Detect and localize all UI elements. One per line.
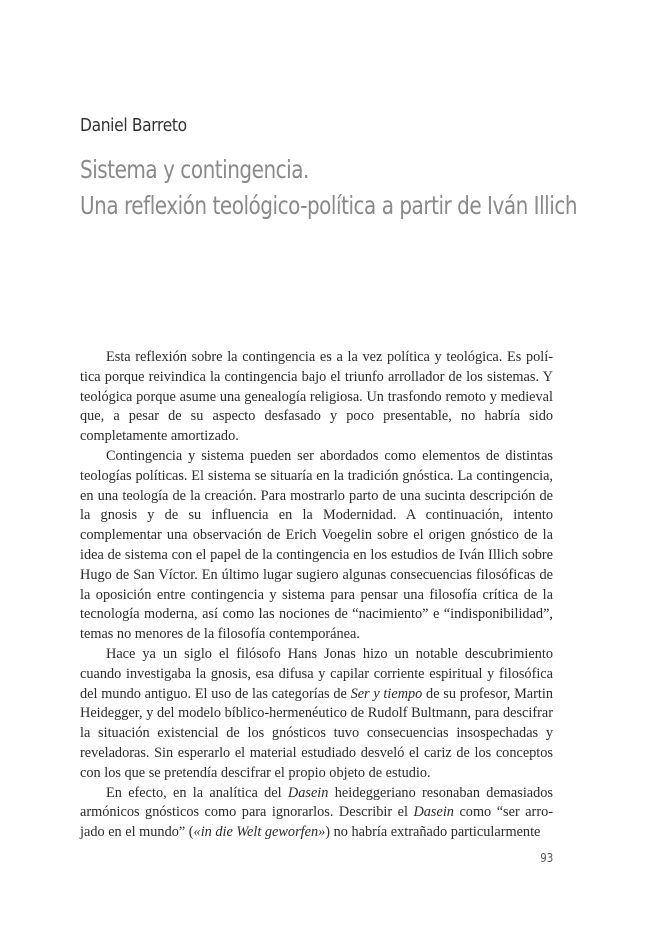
paragraph-4-italic-2: Dasein [413,804,454,821]
body-text [80,348,553,843]
paragraph-4-italic-1: Dasein [287,784,329,801]
chapter-title [80,152,577,224]
page-number: 93 [540,851,553,865]
paragraph-4 [80,784,553,843]
paragraph-4-text-c: como “ser arrojado en el mundo” ( [80,804,553,841]
paragraph-3 [80,645,553,784]
paragraph-4-text-d: ) no habría extrañado particularmente [325,824,541,841]
paragraph-3-text-b: de su profesor, Martin Heidegger, y del modelo bíblico-hermenéutico de Rudolf Bultmann, para descifrar la situación existencial de los gnósticos tuvo consecuencias insospechadas y reveladoras. Sin esperarlo el material estudiado desveló el cariz de los conceptos con los que se pretendía descifrar el propio objeto de estudio. [80,685,553,781]
paragraph-1: Esta reflexión sobre la contingencia es a la vez política y teológica. Es política porque reivindica la contingencia bajo el triunfo arrollador de los sistemas. Y teológica porque asume una genealogía religiosa. Un trasfondo remoto y medieval que, a pesar de su aspecto desfasado y poco presentable, no habría sido completamente amortizado. [80,349,553,445]
paragraph-3-text-a: Hace ya un siglo el filósofo Hans Jonas hizo un notable descubrimiento cuando investigaba la gnosis, esa difusa y capilar corriente espiritual y filosófica del mundo antiguo. El uso de las categorías de [80,645,553,702]
paragraph-4-italic-3: «in die Welt geworfen» [193,824,326,841]
paragraph-2: Contingencia y sistema pueden ser abordados como elementos de distintas teologías políticas. El sistema se situaría en la tradición gnóstica. La contingencia, en una teología de la creación. Para mostrarlo parto de una sucinta descripción de la gnosis y de su influencia en la Modernidad. A continuación, intento complementar una observación de Erich Voegelin sobre el origen gnóstico de la idea de sistema con el papel de la contingencia en los estudios de Iván Illich sobre Hugo de San Víctor. En último lugar sugiero algunas consecuencias filosóficas de la oposición entre contingencia y sistema para pensar una filosofía crítica de la tecnología moderna, así como las nociones de “nacimiento” e “indisponibilidad”, temas no menores de la filosofía contemporánea. [80,447,553,643]
chapter-title-line-2: Una reflexión teológico-política a partir de Iván Illich [80,191,578,220]
paragraph-4-text-a: En efecto, en la analítica del [106,784,288,801]
author-name: Daniel Barreto [80,115,187,136]
chapter-title-line-1: Sistema y contingencia. [80,155,309,184]
paragraph-3-italic: Ser y tiempo [350,685,423,702]
paragraph-4-text-b: heideggeriano resonaban demasiados armónicos gnósticos como para ignorarlos. Describir el [80,784,553,821]
